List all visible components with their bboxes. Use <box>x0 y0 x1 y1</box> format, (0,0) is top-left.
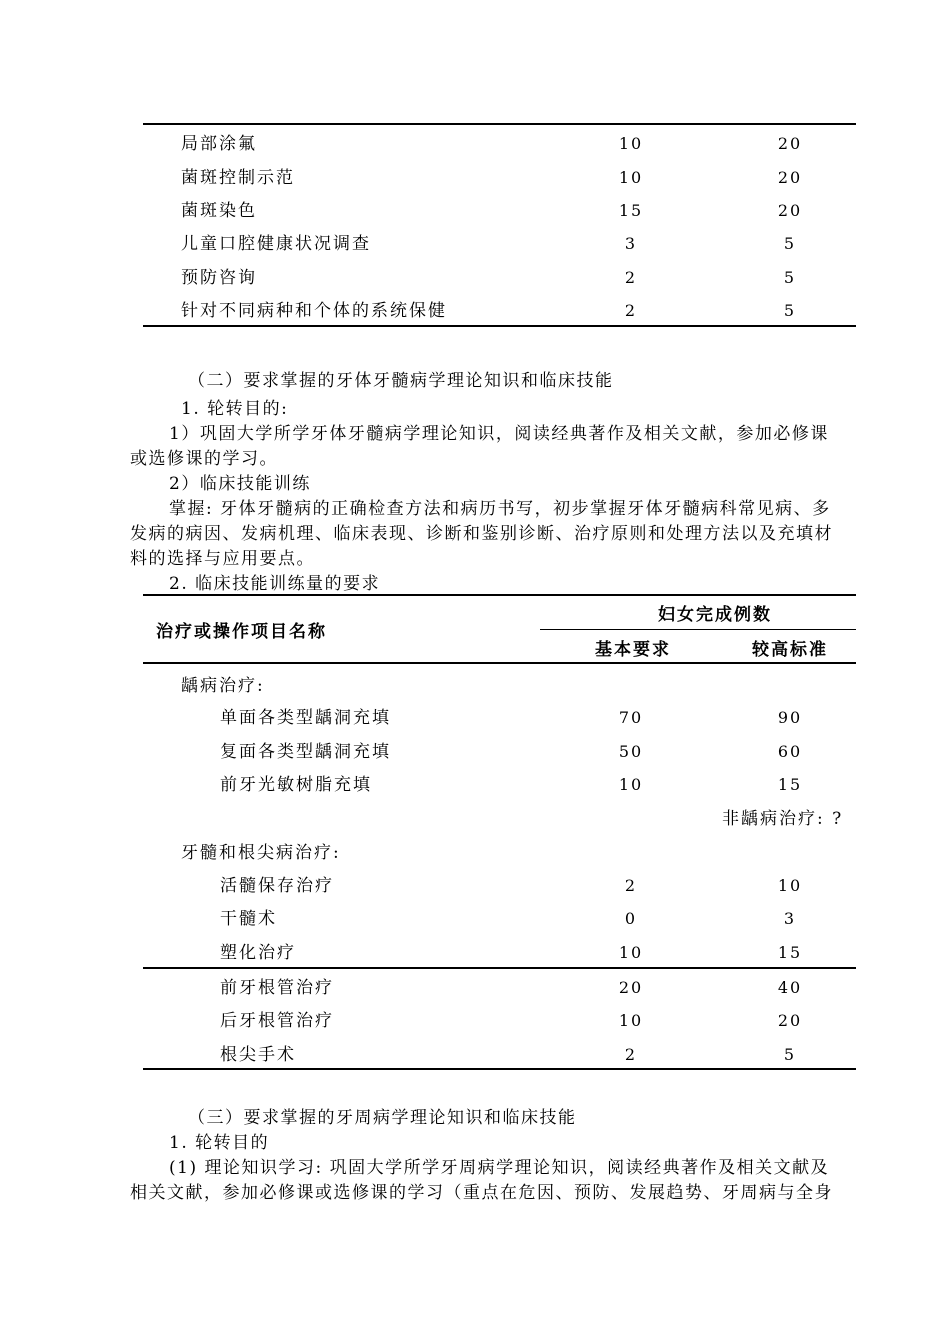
table-cell-basic: 2 <box>624 876 638 895</box>
list-item: 2. 临床技能训练量的要求 <box>169 574 381 594</box>
section-heading: （三）要求掌握的牙周病学理论知识和临床技能 <box>188 1108 577 1128</box>
paragraph-line: 发病的病因、发病机理、临床表现、诊断和鉴别诊断、治疗原则和处理方法以及充填材 <box>130 524 833 544</box>
header-bottom-rule <box>143 662 856 664</box>
table-cell-high: 5 <box>783 1045 797 1064</box>
table-cell-high: 90 <box>777 708 803 727</box>
table-cell-basic: 2 <box>624 1045 638 1064</box>
table-cell-high: 10 <box>777 876 803 895</box>
mid-rule <box>143 967 856 969</box>
table-cell-basic: 3 <box>624 234 638 253</box>
table-row-name: 活髓保存治疗 <box>220 876 334 896</box>
table-cell-basic: 10 <box>618 775 644 794</box>
list-item: 1. 轮转目的: <box>181 399 289 419</box>
group-title: 牙髓和根尖病治疗: <box>181 843 341 863</box>
table-row-name: 前牙光敏树脂充填 <box>220 775 372 795</box>
table-cell-basic: 2 <box>624 268 638 287</box>
column-header-high: 较高标准 <box>752 640 828 660</box>
table-row-name: 塑化治疗 <box>220 943 296 963</box>
table-top-rule <box>143 123 856 125</box>
column-header-name: 治疗或操作项目名称 <box>156 622 327 642</box>
table-cell-high: 5 <box>783 301 797 320</box>
table-cell-high: 20 <box>777 168 803 187</box>
table-cell-high: 20 <box>777 201 803 220</box>
table-cell-high: 40 <box>777 978 803 997</box>
table-cell-high: 5 <box>783 234 797 253</box>
table-cell-high: 5 <box>783 268 797 287</box>
table-row-name: 干髓术 <box>220 909 277 929</box>
group-title: 龋病治疗: <box>181 676 265 696</box>
table-row-name: 根尖手术 <box>220 1045 296 1065</box>
table-row-name: 前牙根管治疗 <box>220 978 334 998</box>
table-top-rule <box>143 594 856 596</box>
table-row-name: 菌斑控制示范 <box>181 168 295 188</box>
table-row-name: 菌斑染色 <box>181 201 257 221</box>
table-cell-basic: 70 <box>618 708 644 727</box>
table-bottom-rule <box>143 325 856 327</box>
table-cell-high: 20 <box>777 1011 803 1030</box>
section-heading: （二）要求掌握的牙体牙髓病学理论知识和临床技能 <box>188 371 614 391</box>
paragraph-line: 相关文献，参加必修课或选修课的学习（重点在危因、预防、发展趋势、牙周病与全身 <box>130 1183 833 1203</box>
table-cell-high: 15 <box>777 943 803 962</box>
table-cell-basic: 10 <box>618 134 644 153</box>
paragraph-line: 掌握: 牙体牙髓病的正确检查方法和病历书写，初步掌握牙体牙髓病科常见病、多 <box>169 499 831 519</box>
table-cell-basic: 15 <box>618 201 644 220</box>
table-cell-high: 60 <box>777 742 803 761</box>
list-item: 2）临床技能训练 <box>169 474 311 494</box>
table-bottom-rule <box>143 1068 856 1070</box>
paragraph-line: 料的选择与应用要点。 <box>130 549 315 569</box>
table-row-name: 针对不同病种和个体的系统保健 <box>181 301 447 321</box>
table-row-name: 预防咨询 <box>181 268 257 288</box>
table-cell-basic: 2 <box>624 301 638 320</box>
table-cell-basic: 50 <box>618 742 644 761</box>
table-cell-high: 15 <box>777 775 803 794</box>
paragraph-line: 1）巩固大学所学牙体牙髓病学理论知识，阅读经典著作及相关文献，参加必修课 <box>169 424 829 444</box>
table-row-name: 单面各类型龋洞充填 <box>220 708 391 728</box>
header-divider <box>540 629 856 630</box>
noncaries-note: 非龋病治疗: ? <box>722 809 844 829</box>
column-header-basic: 基本要求 <box>595 640 671 660</box>
paragraph-line: (1) 理论知识学习: 巩固大学所学牙周病学理论知识，阅读经典著作及相关文献及 <box>169 1158 830 1178</box>
table-cell-basic: 10 <box>618 1011 644 1030</box>
table-row-name: 复面各类型龋洞充填 <box>220 742 391 762</box>
table-cell-basic: 10 <box>618 168 644 187</box>
table-row-name: 局部涂氟 <box>181 134 257 154</box>
table-row-name: 后牙根管治疗 <box>220 1011 334 1031</box>
table-cell-high: 3 <box>783 909 797 928</box>
paragraph-line: 或选修课的学习。 <box>130 449 278 469</box>
table-cell-basic: 0 <box>624 909 638 928</box>
table-cell-high: 20 <box>777 134 803 153</box>
list-item: 1. 轮转目的 <box>169 1133 270 1153</box>
table-row-name: 儿童口腔健康状况调查 <box>181 234 371 254</box>
table-cell-basic: 10 <box>618 943 644 962</box>
table-cell-basic: 20 <box>618 978 644 997</box>
column-header-group: 妇女完成例数 <box>658 605 772 625</box>
